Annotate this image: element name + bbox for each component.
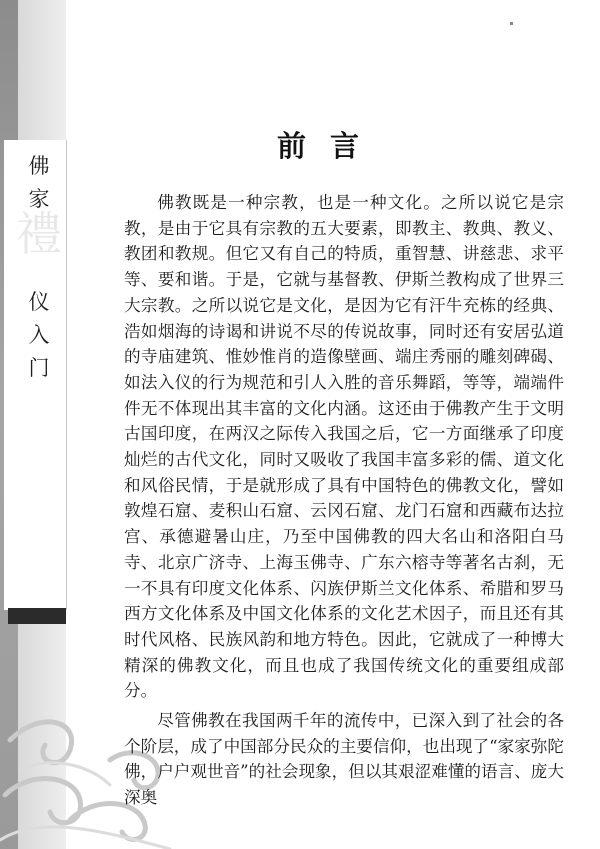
paragraph-1: 佛教既是一种宗教，也是一种文化。之所以说它是宗教，是由于它具有宗教的五大要素，即教主、教典、教义、教团和教规。但它又有自己的特质，重智慧、讲慈悲、求平等、要和谐。于是，它就与基督教、伊斯兰教构成了世界三大宗教。之所以说它是文化，是因为它有汗牛充栋的经典、浩如烟海的诗谒和讲说不尽的传说故事，同时还有安居弘道的寺庙建筑、惟妙惟肖的造像壁画、端庄秀丽的雕刻碑碣、如法入仪的行为规范和引人入胜的音乐舞蹈，等等，端端件件无不体现出其丰富的文化内涵。这还由于佛教产生于文明古国印度，在两汉之际传入我国之后，它一方面继承了印度灿烂的古代文化，同时又吸收了我国丰富多彩的儒、道文化和风俗民情，于是就形成了具有中国特色的佛教文化，譬如敦煌石窟、麦积山石窟、云冈石窟、龙门石窟和西藏布达拉宫、承德避暑山庄，乃至中国佛教的四大名山和洛阳白马寺、北京广济寺、上海玉佛寺、广东六榕寺等著名古刹，无一不具有印度文化体系、闪族伊斯兰文化体系、希腊和罗马西方文化体系及中国文化体系的文化艺术因子，而且还有其时代风格、民族风韵和地方特色。因此，它就成了一种博大精深的佛教文化，而且也成了我国传统文化的重要组成部分。 bbox=[124, 193, 564, 701]
side-title-char-5: 门 bbox=[28, 356, 50, 380]
side-title-char-1: 佛 bbox=[28, 154, 50, 178]
page-heading: 前言 bbox=[276, 129, 383, 163]
side-title-char-2: 家 bbox=[28, 187, 50, 211]
side-title-char-4: 入 bbox=[28, 323, 50, 347]
scan-mark bbox=[510, 22, 513, 25]
paragraph-2: 尽管佛教在我国两千年的流传中，已深入到了社会的各个阶层，成了中国部分民众的主要信仰，也出现了“家家弥陀佛，户户观世音”的社会现象，但以其艰涩难懂的语言、庞大深奥 bbox=[124, 711, 564, 808]
side-dark-bar bbox=[8, 608, 66, 624]
side-title-char-3: 仪 bbox=[28, 290, 50, 314]
side-watermark-glyph: 禮 bbox=[16, 207, 62, 261]
body-text bbox=[124, 190, 564, 811]
